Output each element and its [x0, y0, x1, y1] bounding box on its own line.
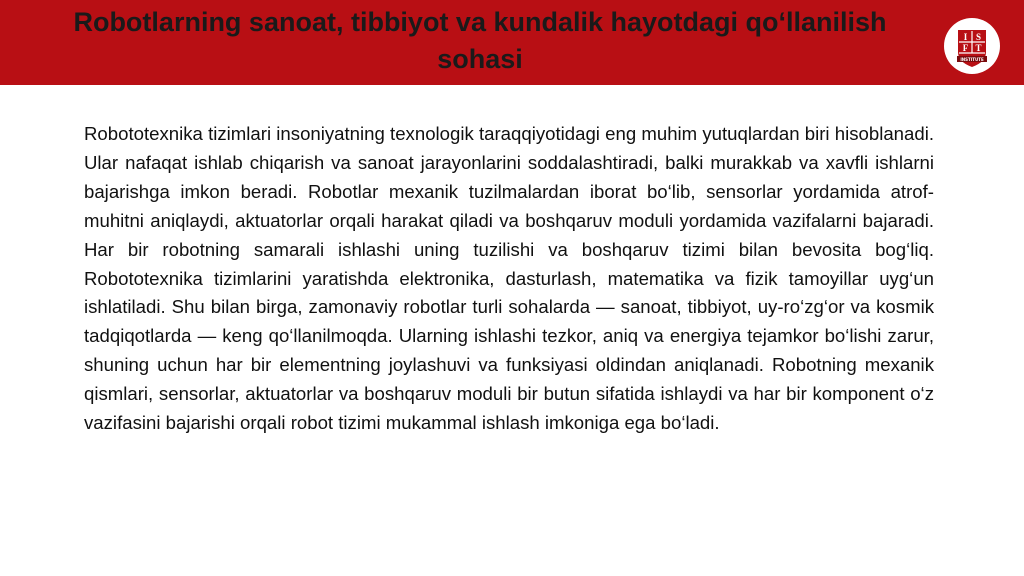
logo-letter-2: S	[975, 32, 982, 42]
isft-logo-icon	[944, 18, 1000, 74]
isft-logo	[944, 18, 1000, 74]
logo-letter-1: I	[963, 32, 968, 42]
slide-title: Robotlarning sanoat, tibbiyot va kundalik hayotdagi qo‘llanilish sohasi	[73, 7, 887, 74]
title-banner	[0, 0, 1024, 85]
body-paragraph: Robototexnika tizimlari insoniyatning texnologik taraqqiyotidagi eng muhim yutuqlardan biri hisoblanadi. Ular nafaqat ishlab chiqarish va sanoat jarayonlarini soddalashtiradi, balki murakkab va xavfli ishlarni bajarishga imkon beradi. Robotlar mexanik tuzilmalardan iborat bo‘lib, sensorlar yordamida atrof-muhitni aniqlaydi, aktuatorlar orqali harakat qiladi va boshqaruv moduli yordamida vazifalarni bajaradi. Har bir robotning samarali ishlashi uning tuzilishi va boshqaruv tizimi bilan bevosita bog‘liq. Robototexnika tizimlarini yaratishda elektronika, dasturlash, matematika va fizik tamoyillar uyg‘un ishlatiladi. Shu bilan birga, zamonaviy robotlar turli sohalarda — sanoat, tibbiyot, uy-ro‘zg‘or va kosmik tadqiqotlarda — keng qo‘llanilmoqda. Ularning ishlashi tezkor, aniq va energiya tejamkor bo‘lishi zarur, shuning uchun har bir elementning joylashuvi va funksiyasi oldindan aniqlanadi. Robotning mexanik qismlari, sensorlar, aktuatorlar va boshqaruv moduli bir butun sifatida ishlaydi va har bir komponent o‘z vazifasini bajarishi orqali robot tizimi mukammal ishlash imkoniga ega bo‘ladi.	[84, 123, 934, 434]
logo-caption: INSTITUTE	[960, 56, 984, 62]
logo-letter-4: T	[975, 43, 982, 53]
logo-letter-3: F	[962, 43, 969, 53]
